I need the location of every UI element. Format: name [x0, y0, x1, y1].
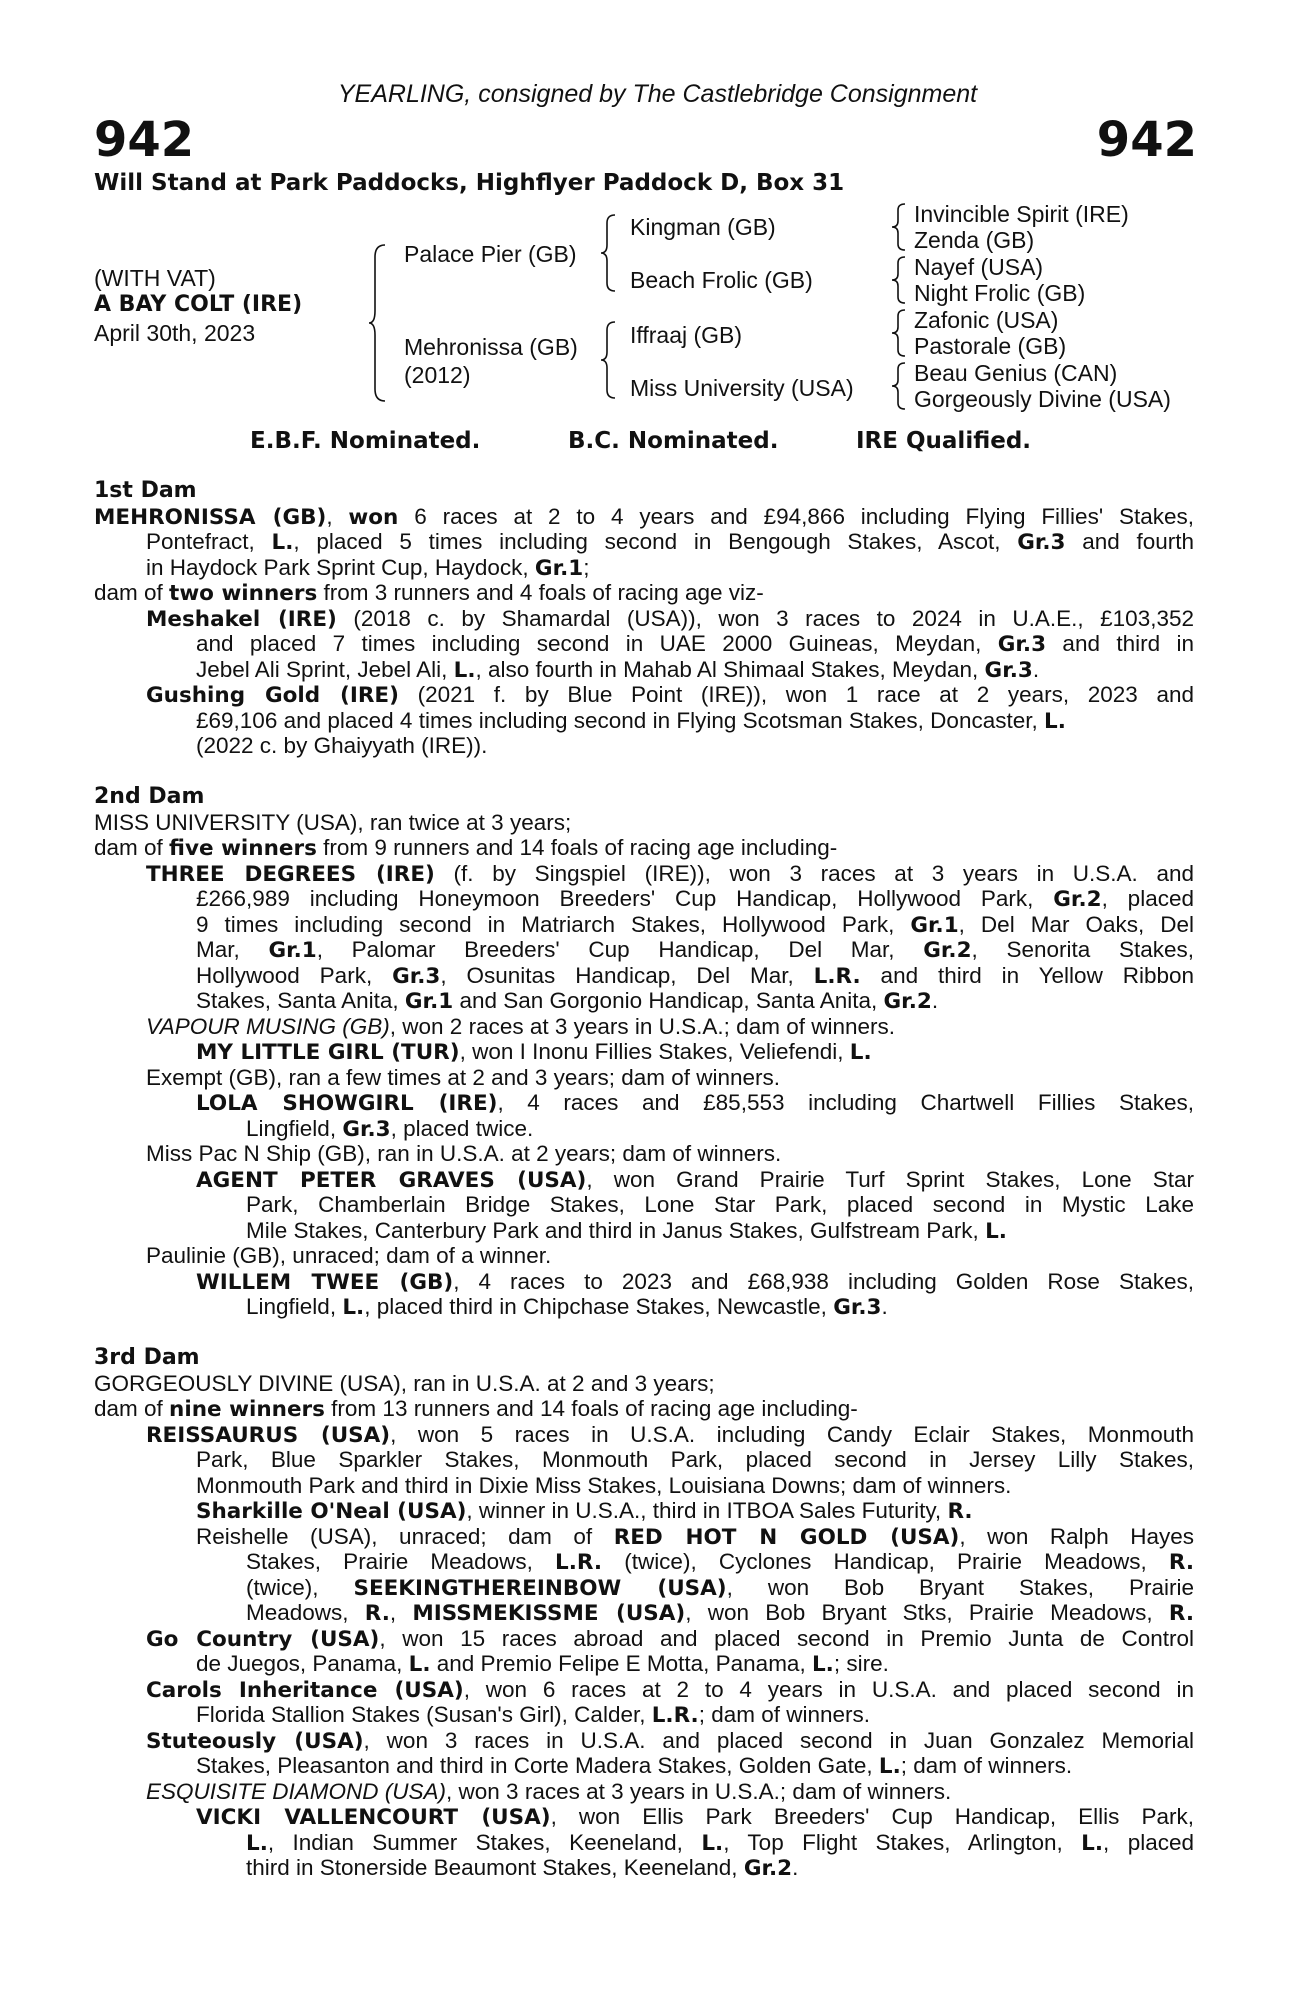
- horse-name: Carols Inheritance (USA): [146, 1677, 464, 1702]
- three-degrees-line-4: [94, 937, 1194, 963]
- grade: Gr.3: [392, 963, 441, 988]
- text: from 13 runners and 14 foals of racing age including-: [324, 1396, 858, 1421]
- spacer: [94, 1320, 1194, 1346]
- text: , Del Mar Oaks, Del: [958, 911, 1194, 937]
- dam-dam: Miss University (USA): [630, 375, 854, 401]
- grade: Gr.3: [984, 657, 1033, 683]
- text: , won 15 races abroad and placed second in Premio Junta de Control: [379, 1625, 1194, 1651]
- grade: Gr.1: [404, 989, 454, 1014]
- text: , placed twice.: [390, 1115, 534, 1141]
- text: , Palomar Breeders' Cup Handicap, Del Mar,: [316, 937, 924, 962]
- text: Stakes, Pleasanton and third in Corte Madera Stakes, Golden Gate,: [196, 1753, 879, 1778]
- brace-main: [367, 243, 389, 403]
- winners-count: nine winners: [169, 1397, 325, 1422]
- text: ,: [326, 503, 349, 529]
- second-dam-produce-line: [94, 835, 1194, 861]
- text: .: [1032, 656, 1040, 682]
- stuteously-line-1: [94, 1728, 1194, 1754]
- horse-name: Gushing Gold (IRE): [146, 683, 399, 708]
- willem-twee-line-2: [94, 1294, 1194, 1320]
- text: .: [931, 988, 939, 1013]
- text: Park, Blue Sparkler Stakes, Monmouth Park, placed second in Jersey Lilly Stakes,: [196, 1447, 1194, 1472]
- first-dam-line-3: [94, 555, 1194, 581]
- text: £69,106 and placed 4 times including second in Flying Scotsman Stakes, Doncaster,: [196, 707, 1044, 733]
- first-dam-heading: 1st Dam: [94, 478, 197, 503]
- won-label: won: [348, 504, 399, 529]
- produce-1-line-1: [94, 606, 1194, 632]
- first-dam-produce-line: [94, 580, 1194, 606]
- horse-name: ESQUISITE DIAMOND (USA): [146, 1778, 447, 1804]
- reissaurus-line-3: [94, 1473, 1194, 1499]
- text: dam of: [94, 1396, 170, 1421]
- paulinie-line: Paulinie (GB), unraced; dam of a winner.: [146, 1243, 552, 1268]
- reissaurus-line-2: [94, 1447, 1194, 1473]
- dam-year: (2012): [404, 362, 471, 388]
- grade: Gr.3: [342, 1116, 391, 1142]
- grade: L.: [849, 1040, 872, 1065]
- lola-showgirl-line-2: [94, 1116, 1194, 1142]
- grade: R.: [364, 1601, 390, 1626]
- grade: R.: [1168, 1601, 1194, 1626]
- vapour-musing-line: [94, 1014, 1194, 1040]
- reissaurus-line-1: [94, 1422, 1194, 1448]
- sire-dam: Beach Frolic (GB): [630, 267, 813, 293]
- grade: Gr.1: [268, 938, 317, 963]
- third-dam-line-1: GORGEOUSLY DIVINE (USA), ran in U.S.A. at 2 and 3 years;: [94, 1370, 715, 1396]
- text: , won Bob Bryant Stakes, Prairie: [726, 1574, 1194, 1600]
- grade: R.: [947, 1499, 973, 1524]
- text: , won Grand Prairie Turf Sprint Stakes, Lone Star: [586, 1166, 1194, 1192]
- grade: L.: [246, 1830, 268, 1855]
- text: Monmouth Park and third in Dixie Miss Stakes, Louisiana Downs; dam of winners.: [196, 1472, 1012, 1498]
- winners-count: five winners: [169, 836, 317, 861]
- text: , won 2 races at 3 years in U.S.A.; dam of winners.: [389, 1013, 895, 1039]
- text: , won Bob Bryant Stks, Prairie Meadows,: [685, 1600, 1169, 1625]
- sale-line: YEARLING, consigned by The Castlebridge Consignment: [337, 80, 978, 108]
- three-degrees-line-3: [94, 912, 1194, 938]
- ebf-nominated: E.B.F. Nominated.: [250, 428, 481, 454]
- agent-peter-graves-line-3: [94, 1218, 1194, 1244]
- text: 9 times including second in Matriarch Stakes, Hollywood Park,: [196, 911, 911, 937]
- agent-peter-graves-line-1: [94, 1167, 1194, 1193]
- grade: L.: [811, 1652, 834, 1677]
- text: , won I Inonu Fillies Stakes, Veliefendi,: [459, 1039, 850, 1064]
- grade: Gr.2: [883, 989, 932, 1014]
- produce-3: (2022 c. by Ghaiyyath (IRE)).: [196, 733, 488, 758]
- dam: Mehronissa (GB): [404, 334, 578, 360]
- text: , won 5 races in U.S.A. including Candy Eclair Stakes, Monmouth: [390, 1421, 1194, 1447]
- first-dam-line-1: [94, 504, 1194, 530]
- dd-sire: Beau Genius (CAN): [914, 360, 1118, 386]
- lot-number-left: 942: [94, 112, 195, 168]
- text: ;: [583, 554, 590, 580]
- lot-number-right: 942: [1096, 112, 1197, 168]
- brace-ss: [890, 202, 908, 252]
- produce-2-line-1: [94, 682, 1194, 708]
- three-degrees-line-2: [94, 886, 1194, 912]
- vicki-vallencourt-line-3: [94, 1855, 1194, 1881]
- text: and placed 7 times including second in UAE 2000 Guineas, Meydan,: [196, 631, 998, 656]
- grade: L.: [985, 1218, 1007, 1244]
- text: and fourth: [1065, 529, 1194, 554]
- three-degrees-line-6: [94, 988, 1194, 1014]
- horse-name: REISSAURUS (USA): [146, 1422, 391, 1447]
- produce-2-line-2: [94, 708, 1194, 734]
- third-dam-produce-line: [94, 1396, 1194, 1422]
- text: de Juegos, Panama,: [196, 1651, 409, 1676]
- text: £266,989 including Honeymoon Breeders' Cup Handicap, Hollywood Park,: [196, 886, 1054, 911]
- grade: L.: [342, 1295, 365, 1320]
- sharkille-line: [94, 1498, 1194, 1524]
- text: , won 3 races at 3 years in U.S.A.; dam of winners.: [446, 1778, 952, 1804]
- bc-nominated: B.C. Nominated.: [568, 428, 779, 454]
- vicki-vallencourt-line-2: [94, 1830, 1194, 1856]
- brace-dd: [890, 361, 908, 411]
- brace-dam: [599, 320, 619, 400]
- grade: L.R.: [555, 1550, 603, 1575]
- text: ; sire.: [833, 1651, 889, 1676]
- text: , won 3 races in U.S.A. and placed second in Juan Gonzalez Memorial: [363, 1727, 1194, 1753]
- horse-name: Go Country (USA): [146, 1626, 380, 1651]
- winners-count: two winners: [169, 581, 318, 606]
- grade: Gr.2: [1053, 887, 1102, 912]
- horse-name: VAPOUR MUSING (GB): [146, 1013, 390, 1039]
- text: , placed: [1103, 1829, 1194, 1855]
- text: Hollywood Park,: [196, 962, 393, 988]
- text: ; dam of winners.: [698, 1702, 871, 1727]
- brace-ds: [890, 308, 908, 358]
- grade: L.: [453, 657, 476, 683]
- dam-sire: Iffraaj (GB): [630, 322, 743, 348]
- sire-sire: Kingman (GB): [630, 214, 776, 240]
- spacer: [94, 759, 1194, 785]
- reishelle-line-2: [94, 1549, 1194, 1575]
- vicki-vallencourt-line-1: [94, 1804, 1194, 1830]
- text: third in Stonerside Beaumont Stakes, Keeneland,: [246, 1855, 744, 1880]
- text: , placed: [1101, 886, 1194, 911]
- dam-name: MEHRONISSA (GB): [94, 504, 327, 529]
- grade: Gr.1: [534, 555, 584, 581]
- text: (twice),: [246, 1574, 354, 1600]
- text: dam of: [94, 580, 170, 605]
- text: (2018 c. by Shamardal (USA)), won 3 races to 2024 in U.A.E., £103,352: [336, 605, 1194, 631]
- horse-name: THREE DEGREES (IRE): [146, 861, 435, 886]
- text: and third in Yellow Ribbon: [860, 962, 1194, 988]
- text: , won Ralph Hayes: [959, 1523, 1194, 1549]
- text: Meadows,: [246, 1600, 365, 1625]
- text: Reishelle (USA), unraced; dam of: [196, 1523, 614, 1549]
- text: , won 6 races at 2 to 4 years in U.S.A. and placed second in: [463, 1676, 1194, 1702]
- text: (f. by Singspiel (IRE)), won 3 races at 3 years in U.S.A. and: [434, 860, 1194, 886]
- grade: Gr.2: [923, 938, 972, 963]
- text: Pontefract,: [146, 529, 272, 554]
- text: , won Ellis Park Breeders' Cup Handicap, Ellis Park,: [550, 1804, 1194, 1829]
- three-degrees-line-1: [94, 861, 1194, 887]
- text: ,: [389, 1600, 413, 1625]
- grade: Gr.3: [833, 1295, 882, 1320]
- horse-name: MY LITTLE GIRL (TUR): [196, 1040, 460, 1065]
- text: Lingfield,: [246, 1294, 343, 1319]
- foaling-date: April 30th, 2023: [94, 320, 256, 346]
- text: , Top Flight Stakes, Arlington,: [723, 1829, 1082, 1855]
- grade: L.R.: [651, 1703, 699, 1728]
- horse-name: MISSMEKISSME (USA): [412, 1601, 686, 1626]
- text: , Senorita Stakes,: [971, 937, 1194, 962]
- ds-dam: Pastorale (GB): [914, 333, 1067, 359]
- text: and San Gorgonio Handicap, Santa Anita,: [453, 988, 884, 1013]
- text: and third in: [1046, 631, 1194, 656]
- grade: L.: [271, 530, 294, 555]
- ss-sire: Invincible Spirit (IRE): [914, 201, 1129, 227]
- text: Lingfield,: [246, 1115, 343, 1141]
- text: , 4 races and £85,553 including Chartwell Fillies Stakes,: [497, 1090, 1194, 1115]
- text: Mar,: [196, 937, 269, 962]
- agent-peter-graves-line-2: [94, 1192, 1194, 1218]
- text: from 3 runners and 4 foals of racing age viz-: [317, 580, 764, 605]
- go-country-line-2: [94, 1651, 1194, 1677]
- catalogue-body: [94, 478, 1194, 1881]
- horse-name: VICKI VALLENCOURT (USA): [196, 1805, 551, 1830]
- text: Florida Stallion Stakes (Susan's Girl), Calder,: [196, 1702, 652, 1727]
- text: (twice), Cyclones Handicap, Prairie Meadows,: [602, 1549, 1169, 1574]
- grade: L.: [878, 1754, 901, 1779]
- text: .: [792, 1855, 799, 1880]
- carols-inheritance-line-2: [94, 1702, 1194, 1728]
- stuteously-line-2: [94, 1753, 1194, 1779]
- sd-dam: Night Frolic (GB): [914, 280, 1086, 306]
- grade: L.: [701, 1830, 724, 1855]
- text: Jebel Ali Sprint, Jebel Ali,: [196, 656, 454, 682]
- horse-name: RED HOT N GOLD (USA): [613, 1524, 960, 1549]
- ds-sire: Zafonic (USA): [914, 307, 1059, 333]
- horse-name: AGENT PETER GRAVES (USA): [196, 1167, 587, 1192]
- horse-name: LOLA SHOWGIRL (IRE): [196, 1091, 498, 1116]
- text: Mile Stakes, Canterbury Park and third in Janus Stakes, Gulfstream Park,: [246, 1217, 986, 1243]
- third-dam-heading: 3rd Dam: [94, 1345, 200, 1370]
- text: , placed 5 times including second in Bengough Stakes, Ascot,: [293, 529, 1018, 554]
- my-little-girl-line: [94, 1039, 1194, 1065]
- carols-inheritance-line-1: [94, 1677, 1194, 1703]
- text: Stakes, Prairie Meadows,: [246, 1549, 556, 1574]
- horse-name: WILLEM TWEE (GB): [196, 1269, 454, 1294]
- horse-name: SEEKINGTHEREINBOW (USA): [353, 1575, 727, 1600]
- text: , Indian Summer Stakes, Keeneland,: [267, 1829, 702, 1855]
- text: Park, Chamberlain Bridge Stakes, Lone Star Park, placed second in Mystic Lake: [246, 1192, 1194, 1217]
- grade: Gr.3: [1017, 530, 1066, 555]
- text: .: [881, 1294, 888, 1319]
- horse-name: Sharkille O'Neal (USA): [196, 1499, 467, 1524]
- grade: L.: [408, 1652, 431, 1677]
- horse-name: A BAY COLT (IRE): [94, 292, 303, 317]
- stand-line: Will Stand at Park Paddocks, Highflyer Paddock D, Box 31: [94, 170, 845, 196]
- horse-name: Meshakel (IRE): [146, 606, 337, 631]
- text: 6 races at 2 to 4 years and £94,866 including Flying Fillies' Stakes,: [398, 503, 1194, 529]
- grade: Gr.2: [743, 1856, 793, 1881]
- ire-qualified: IRE Qualified.: [856, 428, 1032, 454]
- text: , also fourth in Mahab Al Shimaal Stakes, Meydan,: [475, 656, 985, 682]
- go-country-line-1: [94, 1626, 1194, 1652]
- text: in Haydock Park Sprint Cup, Haydock,: [146, 554, 535, 580]
- first-dam-line-2: [94, 529, 1194, 555]
- text: , winner in U.S.A., third in ITBOA Sales Futurity,: [466, 1498, 948, 1523]
- grade: L.: [1044, 708, 1066, 734]
- grade: Gr.3: [997, 632, 1047, 657]
- produce-1-line-2: [94, 631, 1194, 657]
- willem-twee-line-1: [94, 1269, 1194, 1295]
- three-degrees-line-5: [94, 963, 1194, 989]
- text: from 9 runners and 14 foals of racing age including-: [316, 835, 838, 860]
- second-dam-heading: 2nd Dam: [94, 784, 205, 809]
- lola-showgirl-line-1: [94, 1090, 1194, 1116]
- vat-label: (WITH VAT): [94, 265, 216, 291]
- ss-dam: Zenda (GB): [914, 227, 1035, 253]
- reishelle-line-3: [94, 1575, 1194, 1601]
- text: ; dam of winners.: [900, 1753, 1073, 1778]
- produce-1-line-3: [94, 657, 1194, 683]
- horse-name: Stuteously (USA): [146, 1728, 364, 1753]
- reishelle-line-4: [94, 1600, 1194, 1626]
- grade: L.: [1081, 1830, 1104, 1855]
- second-dam-line-1: MISS UNIVERSITY (USA), ran twice at 3 years;: [94, 809, 572, 835]
- text: Stakes, Santa Anita,: [196, 988, 405, 1013]
- text: , 4 races to 2023 and £68,938 including Golden Rose Stakes,: [453, 1268, 1194, 1294]
- text: and Premio Felipe E Motta, Panama,: [430, 1651, 812, 1676]
- exempt-line: Exempt (GB), ran a few times at 2 and 3 years; dam of winners.: [146, 1064, 781, 1090]
- sd-sire: Nayef (USA): [914, 254, 1044, 280]
- miss-pac-n-ship-line: Miss Pac N Ship (GB), ran in U.S.A. at 2 years; dam of winners.: [146, 1141, 782, 1166]
- grade: R.: [1168, 1550, 1194, 1575]
- grade: L.R.: [813, 963, 861, 988]
- text: dam of: [94, 835, 170, 860]
- sire: Palace Pier (GB): [404, 241, 577, 267]
- text: , Osunitas Handicap, Del Mar,: [440, 962, 814, 988]
- esquisite-diamond-line: [94, 1779, 1194, 1805]
- reishelle-line-1: [94, 1524, 1194, 1550]
- text: , placed third in Chipchase Stakes, Newcastle,: [364, 1294, 834, 1319]
- text: (2021 f. by Blue Point (IRE)), won 1 race at 2 years, 2023 and: [398, 682, 1194, 707]
- dd-dam: Gorgeously Divine (USA): [914, 386, 1171, 412]
- brace-sd: [890, 255, 908, 305]
- brace-sire: [599, 213, 619, 293]
- grade: Gr.1: [910, 912, 959, 937]
